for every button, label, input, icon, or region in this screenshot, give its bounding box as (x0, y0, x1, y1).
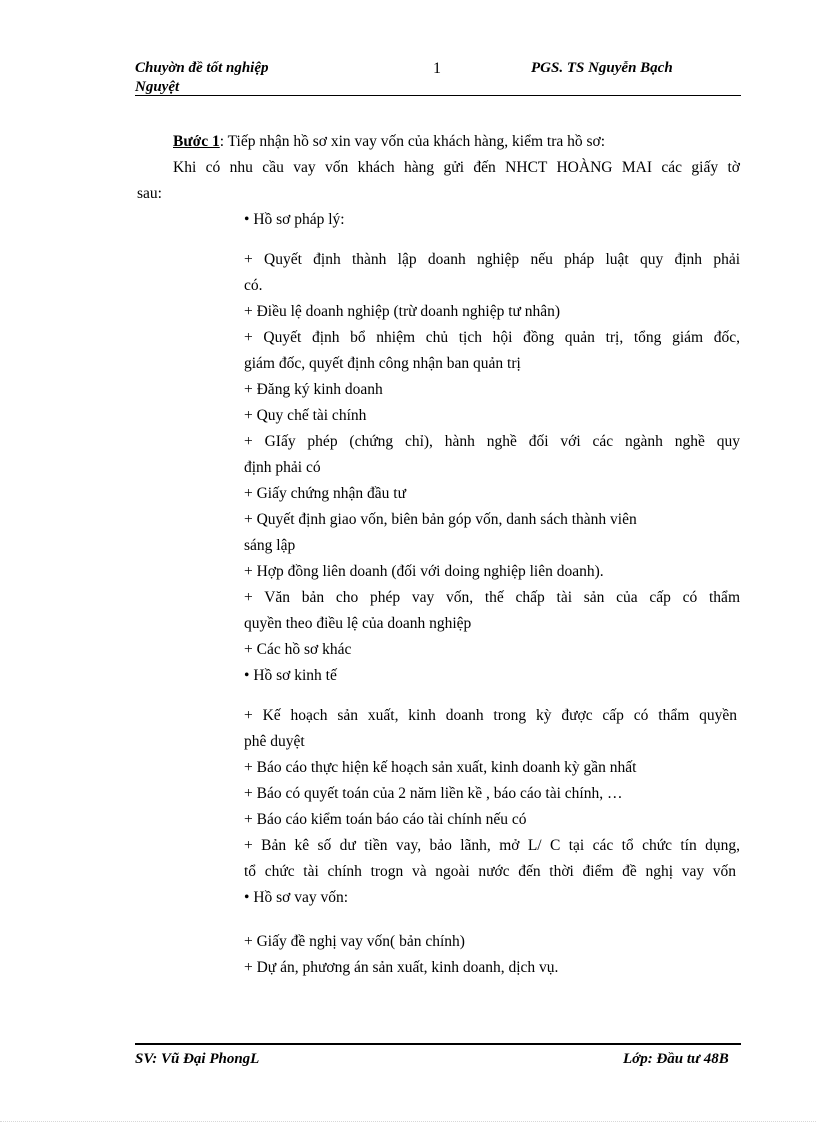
legal-item-cont: định phải có (244, 459, 321, 476)
loan-item: + Giấy đề nghị vay vốn( bản chính) (244, 933, 465, 950)
economic-item: + Báo cáo kiểm toán báo cáo tài chính nếu có (244, 811, 527, 828)
section-economic-title: Hồ sơ kinh tế (253, 667, 337, 684)
header-rule (135, 95, 741, 96)
section-legal-title: Hồ sơ pháp lý: (253, 211, 345, 228)
economic-item-cont: phê duyệt (244, 733, 305, 750)
legal-item: + Quyết định thành lập doanh nghiệp nếu pháp luật quy định phải (244, 251, 740, 268)
legal-item: + Giấy chứng nhận đầu tư (244, 485, 406, 502)
legal-item: + Quyết định bổ nhiệm chủ tịch hội đồng quản trị, tổng giám đốc, (244, 329, 740, 346)
legal-item-cont: sáng lập (244, 537, 296, 554)
header-left-line2: Nguyệt (135, 79, 180, 95)
section-loan-title: Hồ sơ vay vốn: (253, 889, 349, 906)
economic-item: + Bản kê số dư tiền vay, bảo lãnh, mở L/ C tại các tổ chức tín dụng, (244, 837, 740, 854)
intro-line-2: sau: (137, 185, 162, 202)
economic-item: + Báo có quyết toán của 2 năm liền kề , báo cáo tài chính, … (244, 785, 623, 802)
legal-item: + Hợp đồng liên doanh (đối với doing nghiệp liên doanh). (244, 563, 604, 580)
legal-item: + GIấy phép (chứng chỉ), hành nghề đối với các ngành nghề quy (244, 433, 740, 450)
economic-item: + Báo cáo thực hiện kế hoạch sản xuất, kinh doanh kỳ gần nhất (244, 759, 637, 776)
legal-item-cont: quyền theo điều lệ của doanh nghiệp (244, 615, 472, 632)
legal-item: + Đăng ký kinh doanh (244, 381, 383, 398)
section-economic-heading (244, 667, 337, 685)
footer-rule (135, 1043, 741, 1045)
step-1-text: : Tiếp nhận hồ sơ xin vay vốn của khách hàng, kiểm tra hồ sơ: (219, 133, 606, 150)
header-right: PGS. TS Nguyễn Bạch (531, 60, 673, 76)
legal-item-cont: có. (244, 277, 263, 294)
legal-item: + Quy chế tài chính (244, 407, 367, 424)
section-legal-heading (244, 211, 345, 229)
page-bottom-edge (0, 1121, 816, 1122)
bullet-icon: • (244, 889, 250, 906)
section-loan-heading (244, 889, 348, 907)
step-1-label: Bước 1 (173, 133, 220, 150)
footer-left: SV: Vũ Đại PhongL (135, 1051, 260, 1067)
legal-item-cont: giám đốc, quyết định công nhận ban quản trị (244, 355, 521, 372)
economic-item: + Kế hoạch sản xuất, kinh doanh trong kỳ được cấp có thẩm quyền (244, 707, 737, 724)
bullet-icon: • (244, 667, 250, 684)
loan-item: + Dự án, phương án sản xuất, kinh doanh, dịch vụ. (244, 959, 559, 976)
bullet-icon: • (244, 211, 250, 228)
economic-item-cont: tổ chức tài chính trogn và ngoài nước đến thời điểm đề nghị vay vốn (244, 863, 736, 880)
page-number: 1 (433, 60, 441, 77)
legal-item: + Các hồ sơ khác (244, 641, 352, 658)
legal-item: + Điều lệ doanh nghiệp (trừ doanh nghiệp tư nhân) (244, 303, 561, 320)
legal-item: + Quyết định giao vốn, biên bản góp vốn, danh sách thành viên (244, 511, 637, 528)
legal-item: + Văn bản cho phép vay vốn, thế chấp tài sản của cấp có thẩm (244, 589, 740, 606)
intro-line-1: Khi có nhu cầu vay vốn khách hàng gửi đến NHCT HOÀNG MAI các giấy tờ (173, 159, 740, 176)
step-1-line (173, 133, 605, 151)
footer-right: Lớp: Đầu tư 48B (623, 1051, 729, 1067)
header-left-line1: Chuyờn đề tốt nghiệp (135, 60, 269, 76)
